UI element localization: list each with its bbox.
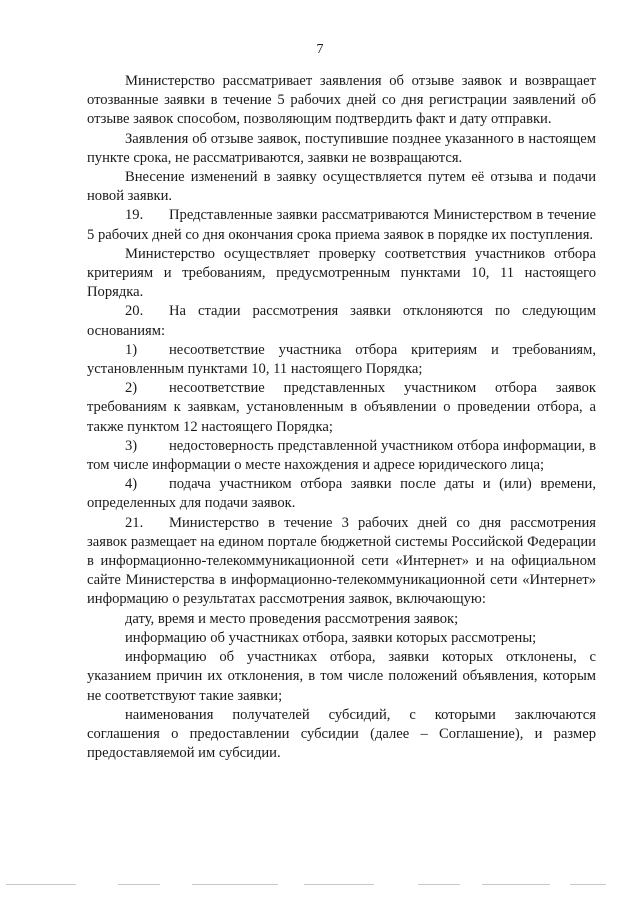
list-item: информацию об участниках отбора, заявки которых отклонены, с указанием причин их отклонения, в том числе положений объявления, которым не соответствуют такие заявки; xyxy=(87,649,596,704)
document-body xyxy=(87,72,596,763)
list-item-number: 3) xyxy=(125,437,138,454)
section-number: 19. xyxy=(125,207,144,224)
section-19-follow-up: Министерство осуществляет проверку соответствия участников отбора критериям и требованиям, предусмотренным пунктами 10, 11 настоящего Порядка. xyxy=(87,245,596,301)
section-text: На стадии рассмотрения заявки отклоняются по следующим основаниям: xyxy=(87,303,596,339)
section-number: 20. xyxy=(125,303,144,320)
list-item: наименования получателей субсидий, с которыми заключаются соглашения о предоставлении субсидии (далее – Соглашение), и размер предоставляемой им субсидии. xyxy=(87,706,596,762)
list-item xyxy=(87,341,596,379)
scan-artifact-line xyxy=(418,884,460,885)
scan-artifact-line xyxy=(6,884,76,885)
list-item-text: несоответствие представленных участником отбора заявок требованиям к заявкам, установленным в объявлении о проведении отбора, а также пунктом 12 настоящего Порядка; xyxy=(87,380,596,435)
paragraph-withdrawal-review: Министерство рассматривает заявления об отзыве заявок и возвращает отозванные заявки в течение 5 рабочих дней со дня регистрации заявлений об отзыве заявок способом, позволяющим подтвердить факт и дату отправки. xyxy=(87,73,596,128)
section-21 xyxy=(87,514,596,610)
section-number: 21. xyxy=(125,514,144,531)
section-text: Представленные заявки рассматриваются Министерством в течение 5 рабочих дней со дня окончания срока приема заявок в порядке их поступления. xyxy=(87,207,596,243)
paragraph-late-withdrawal: Заявления об отзыве заявок, поступившие позднее указанного в настоящем пункте срока, не рассматриваются, заявки не возвращаются. xyxy=(87,130,596,166)
list-item-number: 1) xyxy=(125,341,138,358)
list-item-number: 4) xyxy=(125,476,138,493)
list-item: информацию об участниках отбора, заявки которых рассмотрены; xyxy=(125,629,537,646)
list-item xyxy=(87,437,596,475)
list-item-text: подача участником отбора заявки после даты и (или) времени, определенных для подачи заявок. xyxy=(87,476,596,512)
scan-artifact-line xyxy=(118,884,160,885)
paragraph-changes: Внесение изменений в заявку осуществляется путем её отзыва и подачи новой заявки. xyxy=(87,169,596,205)
scan-artifact-line xyxy=(192,884,278,885)
list-item-number: 2) xyxy=(125,380,138,397)
list-item-text: несоответствие участника отбора критериям и требованиям, установленным пунктами 10, 11 настоящего Порядка; xyxy=(87,341,596,378)
scan-artifact-line xyxy=(570,884,606,885)
list-item xyxy=(87,475,596,513)
list-item xyxy=(87,379,596,437)
scan-artifact-line xyxy=(482,884,550,885)
section-19 xyxy=(87,206,596,244)
scan-artifact-line xyxy=(304,884,374,885)
section-20 xyxy=(87,302,596,340)
section-text: Министерство в течение 3 рабочих дней со дня рассмотрения заявок размещает на едином портале бюджетной системы Российской Федерации в информационно-телекоммуникационной сети «Интернет» и на официальном сайте Министерства в информационно-телекоммуникационной сети «Интернет» информацию о результатах рассмотрения заявок, включающую: xyxy=(87,514,596,608)
page-number: 7 xyxy=(316,42,324,57)
list-item-text: недостоверность представленной участником отбора информации, в том числе информации о месте нахождения и адресе юридического лица; xyxy=(87,437,596,474)
list-item: дату, время и место проведения рассмотрения заявок; xyxy=(125,610,459,627)
